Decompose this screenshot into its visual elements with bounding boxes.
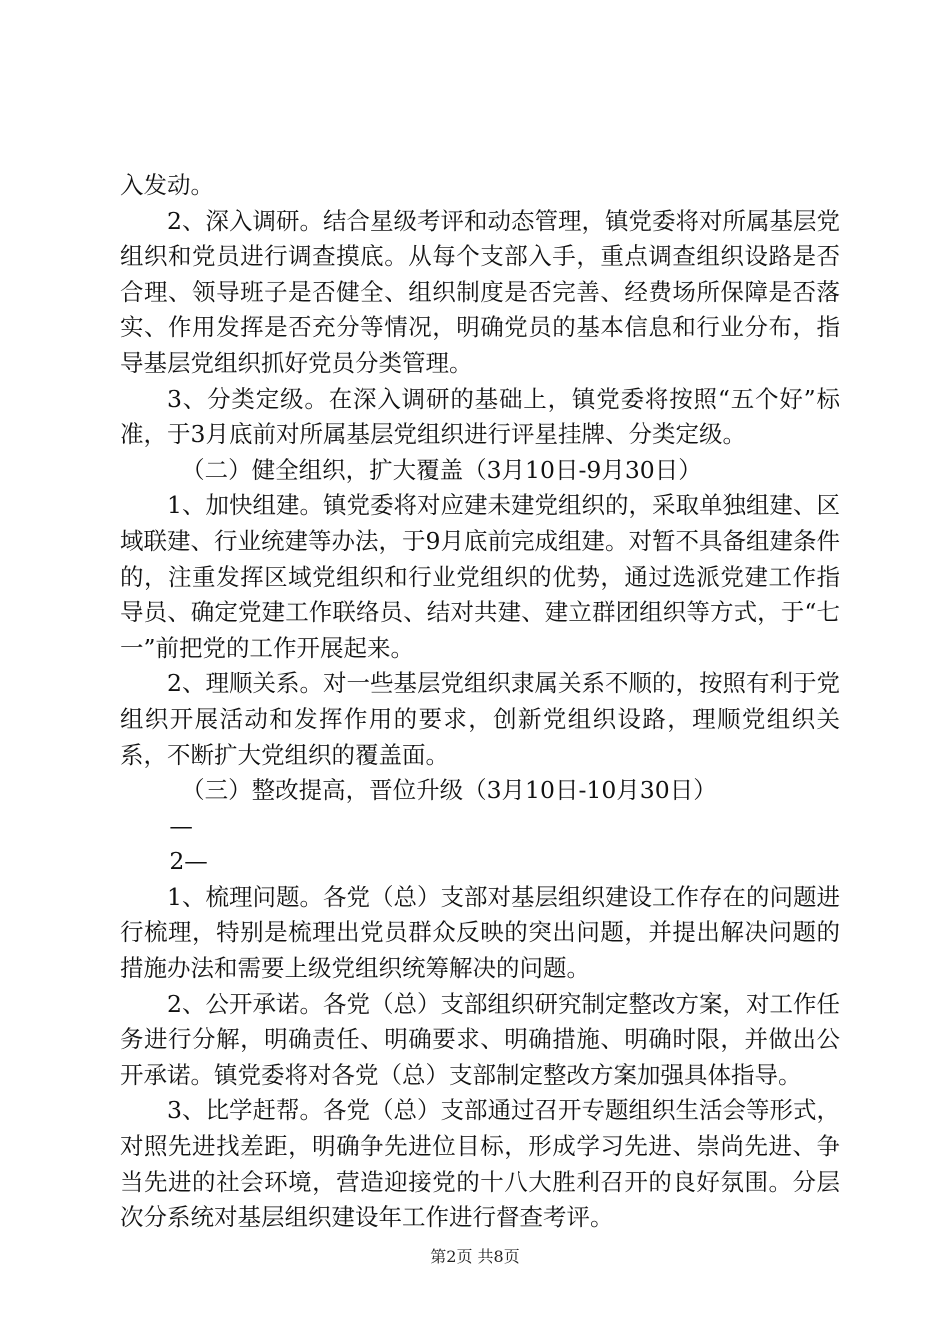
page-footer [0, 1244, 950, 1267]
paragraph: 3、比学赶帮。各党（总）支部通过召开专题组织生活会等形式，对照先进找差距，明确争先进位目标，形成学习先进、崇尚先进、争当先进的社会环境，营造迎接党的十八大胜利召开的良好氛围。分层次分系统对基层组织建设年工作进行督查考评。 [120, 1096, 840, 1232]
paragraph: 1、梳理问题。各党（总）支部对基层组织建设工作存在的问题进行梳理，特别是梳理出党员群众反映的突出问题，并提出解决问题的措施办法和需要上级党组织统筹解决的问题。 [120, 882, 840, 983]
paragraph: 2、公开承诺。各党（总）支部组织研究制定整改方案，对工作任务进行分解，明确责任、明确要求、明确措施、明确时限，并做出公开承诺。镇党委将对各党（总）支部制定整改方案加强具体指导。 [120, 989, 840, 1089]
page-break-marker: 2— [169, 847, 208, 876]
section-heading: （三）整改提高，晋位升级（3月10日-10月30日） [181, 776, 717, 805]
paragraph: 3、分类定级。在深入调研的基础上，镇党委将按照“五个好”标准，于3月底前对所属基层党组织进行评星挂牌、分类定级。 [120, 384, 840, 449]
paragraph: 2、深入调研。结合星级考评和动态管理，镇党委将对所属基层党组织和党员进行调查摸底。从每个支部入手，重点调查组织设路是否合理、领导班子是否健全、组织制度是否完善、经费场所保障是否落实、作用发挥是否充分等情况，明确党员的基本信息和行业分布，指导基层党组织抓好党员分类管理。 [120, 206, 840, 377]
page-break-marker: — [169, 811, 193, 840]
paragraph: 2、理顺关系。对一些基层党组织隶属关系不顺的，按照有利于党组织开展活动和发挥作用的要求，创新党组织设路，理顺党组织关系，不断扩大党组织的覆盖面。 [120, 669, 840, 769]
page-number-label: 第2页 共8页 [430, 1247, 520, 1266]
paragraph: 1、加快组建。镇党委将对应建未建党组织的，采取单独组建、区域联建、行业统建等办法，于9月底前完成组建。对暂不具备组建条件的，注重发挥区域党组织和行业党组织的优势，通过选派党建工作指导员、确定党建工作联络员、结对共建、建立群团组织等方式，于“七一”前把党的工作开展起来。 [120, 491, 840, 662]
paragraph: 入发动。 [120, 171, 214, 199]
document-body [120, 168, 840, 1236]
section-heading: （二）健全组织，扩大覆盖（3月10日-9月30日） [181, 455, 702, 484]
